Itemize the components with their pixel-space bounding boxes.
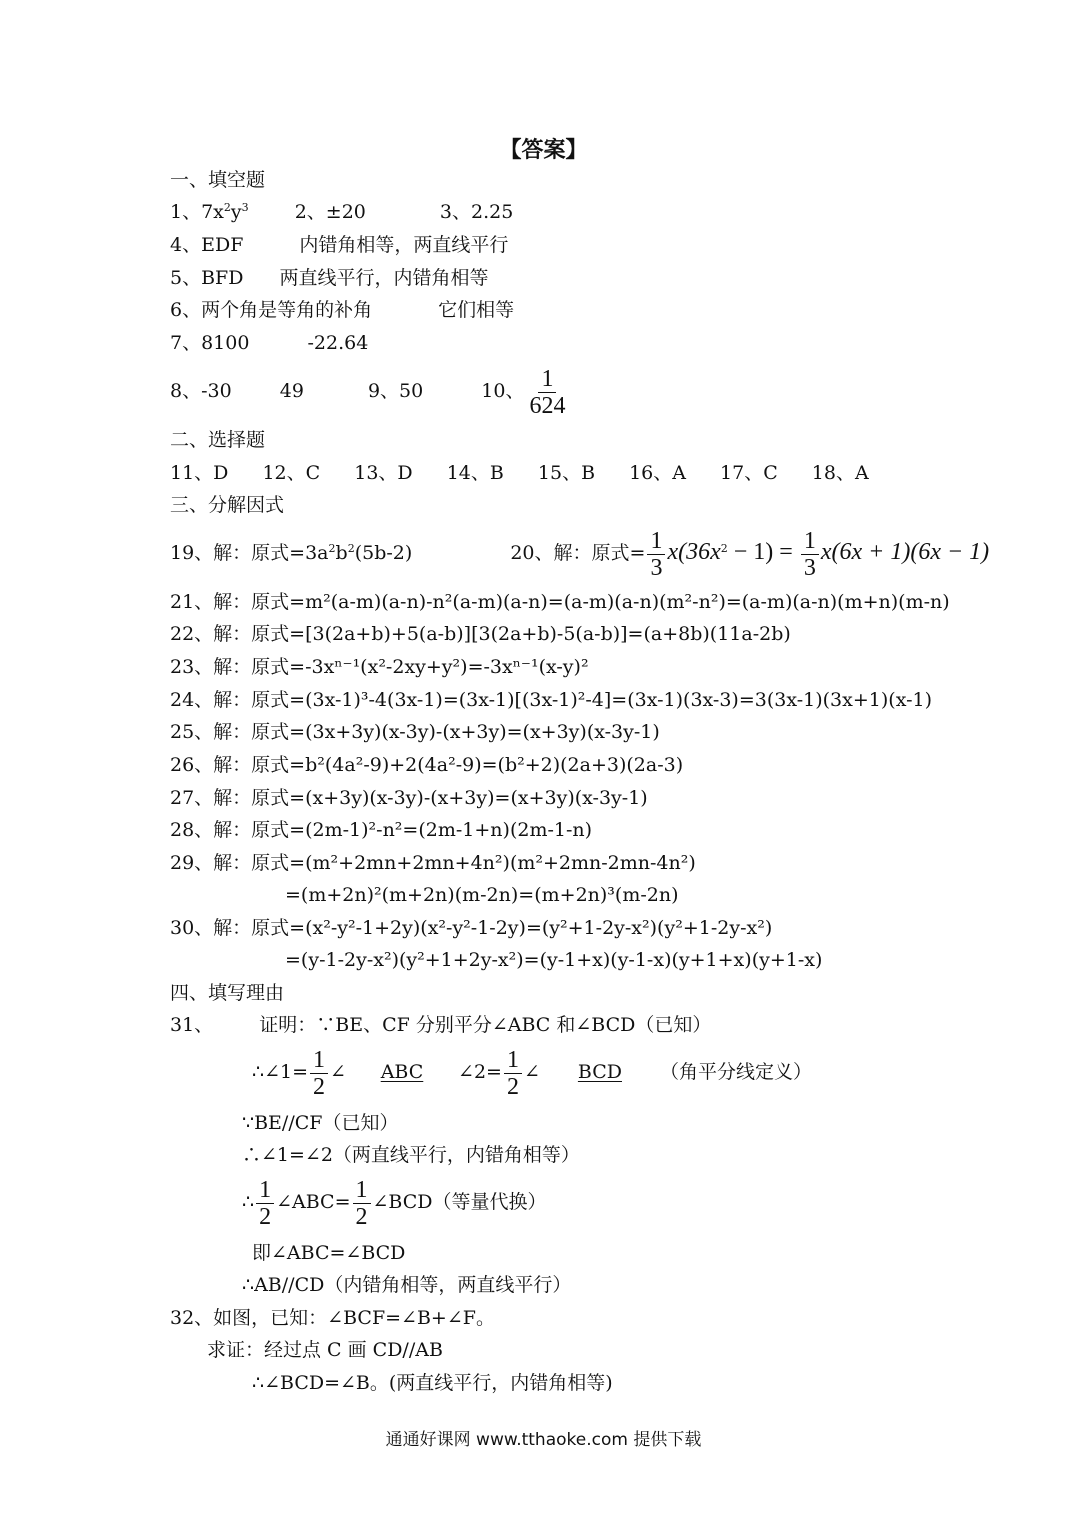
proof-statement: 证明：∵BE、CF 分别平分∠ABC 和∠BCD（已知）: [259, 1014, 712, 1036]
answer-q30-line2: =(y-1-2y-x²)(y²+1+2y-x²)=(y-1+x)(y-1-x)(y+1+x)(y+1-x): [285, 949, 823, 971]
proof-q32-line1: 32、如图，已知：∠BCF=∠B+∠F。: [170, 1307, 495, 1329]
answer-q2: 2、±20: [294, 201, 366, 223]
answer-q25: 25、解：原式=(3x+3y)(x-3y)-(x+3y)=(x+3y)(x-3y-1): [170, 721, 660, 743]
choice-item: 14、B: [446, 462, 504, 484]
proof-q31-line6: 即∠ABC=∠BCD: [252, 1242, 406, 1264]
answer-q22: 22、解：原式=[3(2a+b)+5(a-b)][3(2a+b)-5(a-b)]=(a+8b)(11a-2b): [170, 623, 791, 645]
answer-q21: 21、解：原式=m²(a-m)(a-n)-n²(a-m)(a-n)=(a-m)(a-n)(m²-n²)=(a-m)(a-n)(m+n)(m-n): [170, 591, 950, 613]
answer-q9: 9、50: [367, 380, 424, 402]
section-heading-fill: 一、填空题: [170, 169, 266, 191]
choice-item: 13、D: [354, 462, 413, 484]
answer-line-5: [170, 266, 489, 290]
answer-q4-reason: 内错角相等，两直线平行: [299, 234, 509, 256]
fraction: $\frac{1}{2}$: [353, 1177, 371, 1230]
proof-q31-line4: ∴∠1=∠2（两直线平行，内错角相等）: [242, 1144, 580, 1166]
page-footer: 通通好课网 www.tthaoke.com 提供下载: [385, 1430, 702, 1450]
answer-q8-b: 49: [279, 380, 304, 402]
answer-q4: 4、EDF: [170, 234, 244, 256]
proof-q31-line7: ∴AB//CD（内错角相等，两直线平行）: [242, 1274, 572, 1296]
choice-item: 16、A: [629, 462, 686, 484]
answer-q3: 3、2.25: [439, 201, 514, 223]
answer-q6-condition: 6、两个角是等角的补角: [170, 299, 373, 321]
section-heading-factor: 三、分解因式: [170, 494, 285, 516]
proof-q31-line3: ∵BE//CF（已知）: [242, 1112, 399, 1134]
answer-q26: 26、解：原式=b²(4a²-9)+2(4a²-9)=(b²+2)(2a+3)(2a-3): [170, 754, 684, 776]
answer-q8-a: 8、-30: [170, 380, 232, 402]
proof-q31-line1: [170, 1013, 711, 1037]
answer-q27: 27、解：原式=(x+3y)(x-3y)-(x+3y)=(x+3y)(x-3y-1): [170, 787, 648, 809]
answer-q24: 24、解：原式=(3x-1)³-4(3x-1)=(3x-1)[(3x-1)²-4]=(3x-1)(3x-3)=3(3x-1)(3x+1)(x-1): [170, 689, 932, 711]
answer-line-8-10: [170, 364, 570, 419]
choice-item: 18、A: [811, 462, 869, 484]
answer-q7-b: -22.64: [307, 332, 369, 354]
choice-answers: [170, 461, 869, 485]
answer-line-19-20: [170, 523, 989, 582]
answer-q7-a: 7、8100: [170, 332, 250, 354]
answer-q5-reason: 两直线平行，内错角相等: [279, 267, 489, 289]
answer-line-6: [170, 298, 514, 322]
section-heading-reason: 四、填写理由: [170, 982, 285, 1004]
proof-q32-line3: ∴∠BCD=∠B。(两直线平行，内错角相等): [252, 1372, 613, 1394]
choice-item: 12、C: [262, 462, 321, 484]
answer-q10: 10、 $\frac{1}{624}$: [481, 364, 570, 419]
question-number: 31、: [170, 1014, 214, 1036]
fraction: $\frac{1}{3}$: [647, 528, 665, 581]
choice-item: 15、B: [537, 462, 596, 484]
answer-line-4: [170, 233, 508, 257]
fraction: $\frac{1}{2}$: [256, 1177, 274, 1230]
proof-q32-line2: 求证：经过点 C 画 CD//AB: [207, 1339, 443, 1361]
choice-item: 11、D: [170, 462, 229, 484]
answer-q19: 19、解：原式$=3a^2b^2(5b-2)$: [170, 542, 413, 564]
answer-q29-line2: =(m+2n)²(m+2n)(m-2n)=(m+2n)³(m-2n): [285, 884, 679, 906]
blank-answer: BCD: [577, 1061, 622, 1083]
proof-q31-line5: ∴ $\frac{1}{2}$ ∠ABC= $\frac{1}{2}$ ∠BCD（等量代换）: [242, 1176, 547, 1230]
fraction: $\frac{1}{2}$: [310, 1047, 328, 1100]
section-heading-choice: 二、选择题: [170, 429, 266, 451]
answer-q29-line1: 29、解：原式=(m²+2mn+2mn+4n²)(m²+2mn-2mn-4n²): [170, 852, 696, 874]
answer-q1: 1、$7x^2y^3$: [170, 201, 249, 223]
fraction: $\frac{1}{2}$: [504, 1047, 522, 1100]
answer-line-7: [170, 331, 368, 355]
answer-q5: 5、BFD: [170, 267, 244, 289]
answer-q20: 20、解：原式= $\frac{1}{3}$ $x(36x^2 - 1)$ = $\frac{1}{3}$ x(6x + 1)(6x − 1): [510, 527, 990, 581]
answer-q6-conclusion: 它们相等: [438, 299, 515, 321]
fraction: $\frac{1}{624}$: [529, 365, 566, 419]
answer-line-1-3: [170, 200, 513, 224]
page-title: 【答案】: [499, 138, 588, 163]
proof-q31-line2: ∴∠1= $\frac{1}{2}$ ∠ ABC ∠2= $\frac{1}{2}$ ∠ BCD （角平分线定义）: [252, 1042, 812, 1102]
answer-q28: 28、解：原式=(2m-1)²-n²=(2m-1+n)(2m-1-n): [170, 819, 593, 841]
choice-item: 17、C: [720, 462, 778, 484]
fraction: $\frac{1}{3}$: [801, 528, 819, 581]
answer-q30-line1: 30、解：原式=(x²-y²-1+2y)(x²-y²-1-2y)=(y²+1-2y-x²)(y²+1-2y-x²): [170, 917, 773, 939]
blank-answer: ABC: [380, 1061, 424, 1083]
answer-q23: 23、解：原式=-3xⁿ⁻¹(x²-2xy+y²)=-3xⁿ⁻¹(x-y)²: [170, 656, 589, 678]
